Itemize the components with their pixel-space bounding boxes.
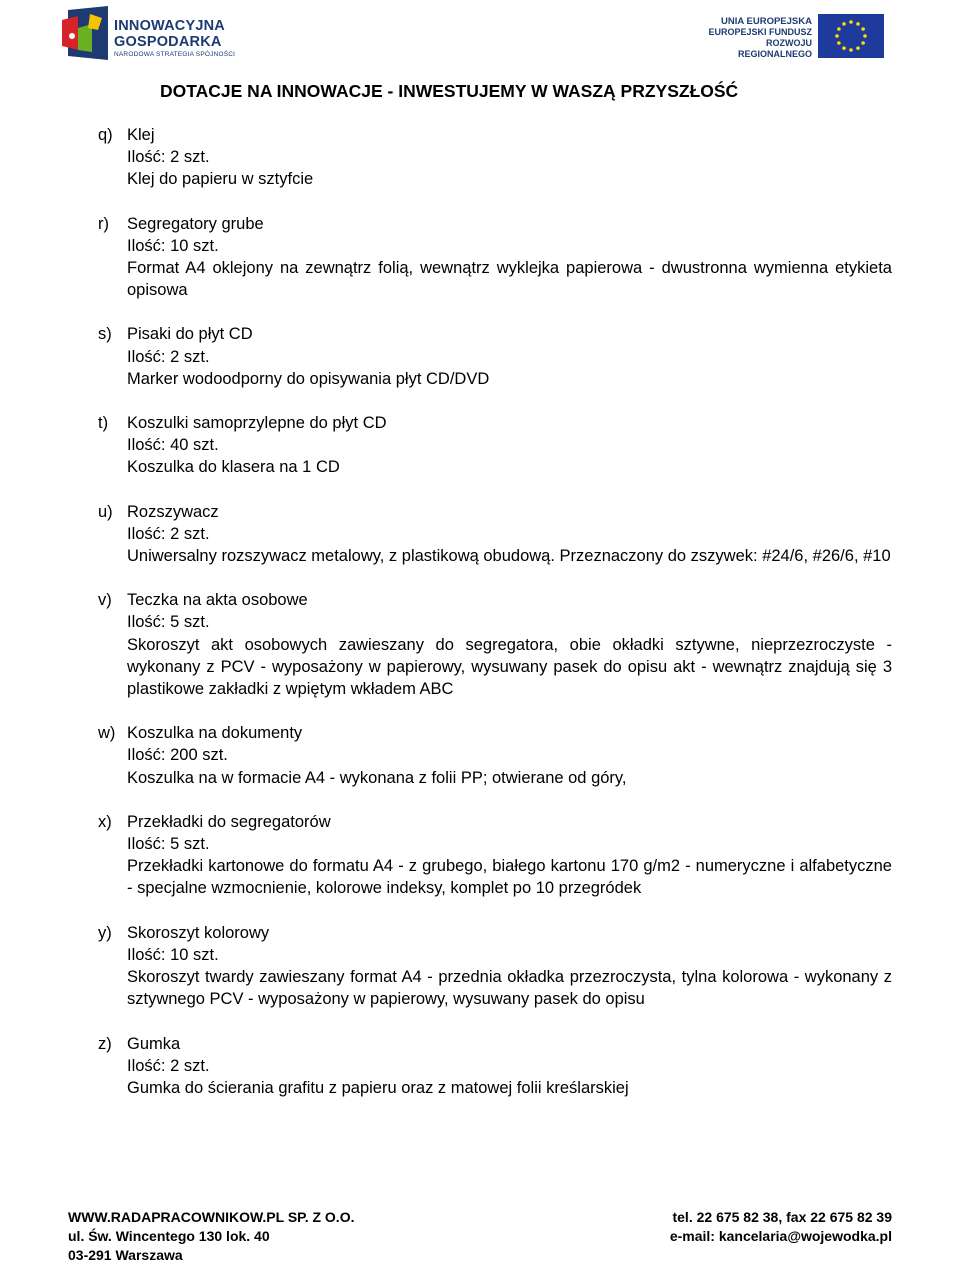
- item-marker: w): [98, 724, 116, 743]
- item-quantity: Ilość: 2 szt.: [127, 148, 210, 167]
- item-title: Koszulka na dokumenty: [127, 724, 303, 743]
- page-footer: [68, 1208, 892, 1265]
- eu-star-icon: [835, 34, 839, 38]
- footer-company: WWW.RADAPRACOWNIKOW.PL SP. Z O.O.: [68, 1209, 355, 1225]
- eu-star-icon: [856, 46, 860, 50]
- eu-star-icon: [837, 27, 841, 31]
- item-description: Skoroszyt akt osobowych zawieszany do segregatora, obie okładki sztywne, nieprzezroczyste - wykonany z PCV - wyposażony w papierowy, wysuwany pasek do opisu akt - wewnątrz znajdują się 3 plastikowe zakładki z wpiętym wkładem ABC: [127, 635, 892, 699]
- item-quantity: Ilość: 5 szt.: [127, 835, 210, 854]
- item-description: Koszulka na w formacie A4 - wykonana z folii PP; otwierane od góry,: [127, 768, 627, 787]
- item-description: Marker wodoodporny do opisywania płyt CD/DVD: [127, 369, 490, 388]
- eu-star-icon: [861, 41, 865, 45]
- item-marker: s): [98, 325, 112, 344]
- item-list: [98, 124, 892, 1121]
- eu-star-icon: [863, 34, 867, 38]
- item-quantity: Ilość: 200 szt.: [127, 746, 228, 765]
- item-title: Skoroszyt kolorowy: [127, 923, 270, 942]
- item-marker: y): [98, 923, 112, 942]
- item-quantity: Ilość: 10 szt.: [127, 236, 219, 255]
- logo-left-line2: GOSPODARKA: [114, 34, 222, 50]
- eu-logo: [690, 12, 890, 60]
- list-item: [98, 323, 892, 390]
- item-description: Uniwersalny rozszywacz metalowy, z plastikową obudową. Przeznaczony do zszywek: #24/6, #26/6, #10: [127, 547, 891, 566]
- list-item: [98, 922, 892, 1011]
- list-item: [98, 1033, 892, 1100]
- eu-star-icon: [837, 41, 841, 45]
- logo-left-line1: INNOWACYJNA: [114, 18, 225, 34]
- item-title: Klej: [127, 126, 155, 144]
- item-description: Format A4 oklejony na zewnątrz folią, wewnątrz wyklejka papierowa - dwustronna wymienna etykieta opisowa: [127, 259, 892, 300]
- eu-logo-line2: EUROPEJSKI FUNDUSZ: [708, 27, 812, 37]
- item-description: Skoroszyt twardy zawieszany format A4 - przednia okładka przezroczysta, tylna kolorowa - wykonany z sztywnego PCV - wyposażony w papierowy, wysuwany pasek do opisu: [127, 968, 892, 1009]
- item-quantity: Ilość: 40 szt.: [127, 436, 219, 455]
- item-quantity: Ilość: 2 szt.: [127, 524, 210, 543]
- eu-logo-line3: ROZWOJU REGIONALNEGO: [737, 38, 812, 59]
- item-marker: t): [98, 414, 109, 433]
- item-description: Gumka do ścierania grafitu z papieru oraz z matowej folii kreślarskiej: [127, 1078, 629, 1097]
- item-quantity: Ilość: 2 szt.: [127, 1056, 210, 1075]
- item-description: Koszulka do klasera na 1 CD: [127, 458, 340, 477]
- list-item: [98, 589, 892, 700]
- item-title: Teczka na akta osobowe: [127, 591, 308, 610]
- eu-star-icon: [849, 20, 853, 24]
- innowacyjna-gospodarka-logo: [62, 6, 242, 60]
- footer-email: e-mail: kancelaria@wojewodka.pl: [669, 1228, 892, 1244]
- item-title: Przekładki do segregatorów: [127, 812, 331, 831]
- item-marker: v): [98, 591, 112, 610]
- footer-address: ul. Św. Wincentego 130 lok. 40: [68, 1228, 270, 1244]
- list-item: [98, 811, 892, 900]
- item-description: Klej do papieru w sztyfcie: [127, 170, 314, 189]
- eu-star-icon: [856, 22, 860, 26]
- item-quantity: Ilość: 10 szt.: [127, 945, 219, 964]
- item-title: Segregatory grube: [127, 214, 264, 233]
- list-item: [98, 412, 892, 479]
- footer-phone: tel. 22 675 82 38, fax 22 675 82 39: [672, 1209, 892, 1225]
- item-title: Pisaki do płyt CD: [127, 325, 253, 344]
- item-title: Koszulki samoprzylepne do płyt CD: [127, 414, 387, 433]
- eu-star-icon: [842, 46, 846, 50]
- list-item: [98, 124, 892, 191]
- item-marker: q): [98, 126, 113, 144]
- eu-logo-line1: UNIA EUROPEJSKA: [721, 16, 812, 27]
- item-quantity: Ilość: 2 szt.: [127, 347, 210, 366]
- item-title: Rozszywacz: [127, 502, 219, 521]
- item-marker: r): [98, 214, 109, 233]
- eu-star-icon: [861, 27, 865, 31]
- logo-left-line3: NARODOWA STRATEGIA SPÓJNOŚCI: [114, 51, 236, 58]
- innowacyjna-gospodarka-flag-icon: [62, 6, 110, 60]
- eu-star-icon: [842, 22, 846, 26]
- item-title: Gumka: [127, 1034, 181, 1053]
- eu-star-icon: [849, 48, 853, 52]
- item-marker: x): [98, 812, 112, 831]
- list-item: [98, 722, 892, 789]
- item-marker: u): [98, 502, 113, 521]
- slogan: DOTACJE NA INNOWACJE - INWESTUJEMY W WASZĄ PRZYSZŁOŚĆ: [160, 81, 739, 101]
- item-marker: z): [98, 1034, 112, 1053]
- item-quantity: Ilość: 5 szt.: [127, 613, 210, 632]
- eu-flag-icon: [818, 14, 884, 58]
- list-item: [98, 501, 892, 568]
- list-item: [98, 213, 892, 302]
- footer-city: 03-291 Warszawa: [68, 1247, 183, 1263]
- item-description: Przekładki kartonowe do formatu A4 - z grubego, białego kartonu 170 g/m2 - numeryczne i alfabetyczne - specjalne wzmocnienie, kolorowe indeksy, komplet po 10 przegródek: [127, 857, 892, 898]
